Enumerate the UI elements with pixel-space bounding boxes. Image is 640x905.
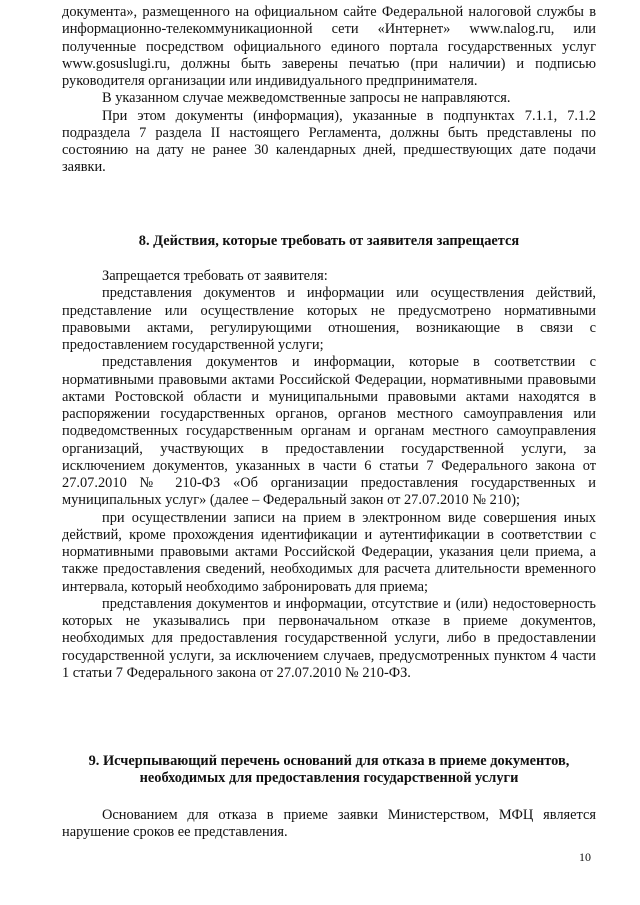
section-8-lead: Запрещается требовать от заявителя: <box>102 268 328 284</box>
section-9-heading-line1: 9. Исчерпывающий перечень оснований для отказа в приеме документов, <box>88 753 570 769</box>
page-number: 10 <box>579 850 591 864</box>
section-8-body <box>62 268 596 682</box>
section-9-heading <box>62 753 596 788</box>
list-item: при осуществлении записи на прием в электронном виде совершения иных действий, кроме прохождения идентификации и аутентификации в соответствии с нормативными правовыми актами Российской Федерации, указания цели приема, а также предоставления сведений, необходимых для расчета длительности временного интервала, который необходимо забронировать для приема; <box>62 509 596 595</box>
paragraph-no-requests: В указанном случае межведомственные запросы не направляются. <box>102 90 511 107</box>
paragraph-documents-date: При этом документы (информация), указанные в подпунктах 7.1.1, 7.1.2 подраздела 7 раздела II настоящего Регламента, должны быть представлены по состоянию на дату не ранее 30 календарных дней, предшествующих дате подачи заявки. <box>62 107 596 176</box>
section-9-text: Основанием для отказа в приеме заявки Министерством, МФЦ является нарушение сроков ее представления. <box>62 807 596 841</box>
intro-block <box>62 4 596 177</box>
section-9-body <box>62 807 596 842</box>
section-9-heading-line2: необходимых для предоставления государственной услуги <box>139 770 519 787</box>
paragraph-continuation: документа», размещенного на официальном сайте Федеральной налоговой службы в информационно-телекоммуникационной сети «Интернет» www.nalog.ru, или полученные посредством официального единого портала государственных услуг www.gosuslugi.ru, должны быть заверены печатью (при наличии) и подписью руководителя организации или индивидуального предпринимателя. <box>62 4 596 89</box>
section-8-heading: 8. Действия, которые требовать от заявителя запрещается <box>138 233 520 249</box>
list-item: представления документов и информации, отсутствие и (или) недостоверность которых не указывались при первоначальном отказе в приеме документов, необходимых для предоставления государственной услуги, либо в предоставлении государственной услуги, за исключением случаев, предусмотренных пунктом 4 части 1 статьи 7 Федерального закона от 27.07.2010 № 210-ФЗ. <box>62 595 596 681</box>
list-item: представления документов и информации или осуществления действий, представление или осуществление которых не предусмотрено нормативными правовыми актами, регулирующими отношения, возникающие в связи с предоставлением государственной услуги; <box>62 285 596 353</box>
list-item: представления документов и информации, которые в соответствии с нормативными правовыми актами Российской Федерации, нормативными правовыми актами Ростовской области и муниципальными правовыми актами находятся в распоряжении государственных органов, органов местного самоуправления или подведомственных государственным органам и органам местного самоуправления организаций, участвующих в предоставлении государственной услуги, за исключением документов, указанных в части 6 статьи 7 Федерального закона от 27.07.2010 № 210-ФЗ «Об организации предоставления государственных и муниципальных услуг» (далее – Федеральный закон от 27.07.2010 № 210); <box>62 354 596 509</box>
